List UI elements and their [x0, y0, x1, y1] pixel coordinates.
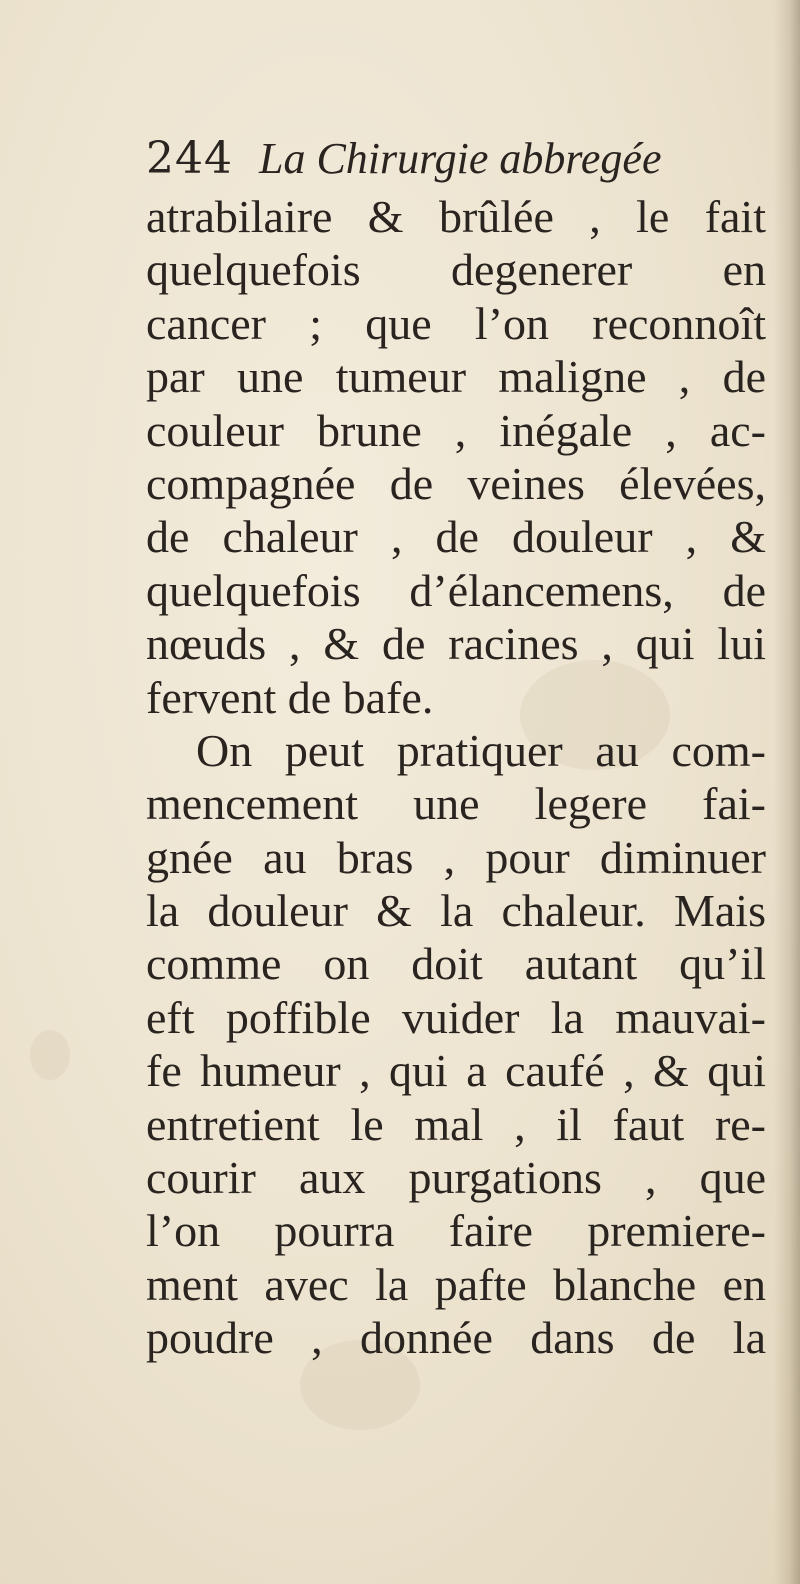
- text-line: atrabilaire & brûlée , le fait: [146, 191, 766, 242]
- text-block: [146, 128, 766, 1365]
- running-head: [146, 128, 766, 190]
- text-line: comme on doit autant qu’il: [146, 938, 766, 990]
- text-line: nœuds , & de racines , qui lui: [146, 618, 766, 670]
- text-line: cancer ; que l’on reconnoît: [146, 297, 766, 349]
- text-line: couleur brune , inégale , ac-: [146, 404, 766, 456]
- text-line: par une tumeur maligne , de: [146, 351, 766, 403]
- text-line: quelquefois degenerer en: [146, 244, 766, 296]
- text-line: ment avec la pafte blanche en: [146, 1258, 766, 1310]
- text-line: courir aux purgations , que: [146, 1152, 766, 1204]
- text-line: fe humeur , qui a caufé , & qui: [146, 1045, 766, 1097]
- running-title: La Chirurgie abbregée: [258, 134, 662, 183]
- paragraph-first-line: On peut pratiquer au com-: [196, 724, 766, 776]
- text-line: eft poffible vuider la mauvai-: [146, 991, 766, 1043]
- text-line: de chaleur , de douleur , &: [146, 511, 766, 563]
- body-text: [146, 190, 766, 1365]
- text-line: mencement une legere fai-: [146, 778, 766, 830]
- text-line: fervent de bafe.: [146, 671, 434, 723]
- text-line: gnée au bras , pour diminuer: [146, 831, 766, 883]
- text-line: poudre , donnée dans de la: [146, 1312, 766, 1364]
- text-line: quelquefois d’élancemens, de: [146, 564, 766, 616]
- text-line: entretient le mal , il faut re-: [146, 1098, 766, 1150]
- page-number: 244: [146, 133, 233, 184]
- page-edge-shadow: [774, 0, 800, 1584]
- text-line: l’on pourra faire premiere-: [146, 1205, 766, 1257]
- paper-stain: [30, 1030, 70, 1080]
- text-line: la douleur & la chaleur. Mais: [146, 885, 766, 937]
- text-line: compagnée de veines élevées,: [146, 457, 766, 509]
